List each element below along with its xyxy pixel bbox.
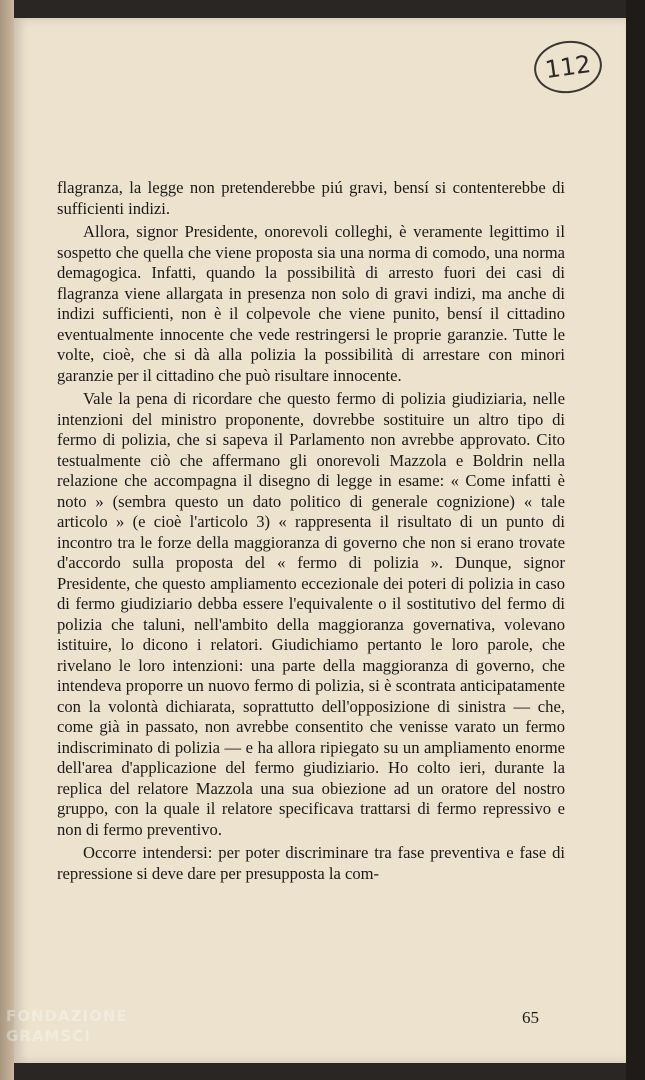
paragraph-3: Vale la pena di ricordare che questo fermo di polizia giudiziaria, nelle intenzioni del ministro proponente, dovrebbe sostituire un altro tipo di fermo di polizia, che si sapeva il Parlamento non avrebbe approvato. Cito testualmente ciò che affermano gli onorevoli Mazzola e Boldrin nella relazione che accompagna il disegno di legge in esame: « Come infatti è noto » (sembra questo un dato politico di generale cognizione) « tale articolo » (e cioè l'articolo 3) « rappresenta il risultato di un punto di incontro tra le forze della maggioranza di governo che non si erano trovate d'accordo sulla proposta del « fermo di polizia ». Dunque, signor Presidente, che questo ampliamento eccezionale dei poteri di polizia in caso di fermo giudiziario debba essere l'equivalente o il sostitutivo del fermo di polizia che taluni, nell'ambito della maggioranza governativa, volevano istituire, lo dicono i relatori. Giudichiamo pertanto le loro parole, che rivelano le loro intenzioni: una parte della maggioranza di governo, che intendeva proporre un nuovo fermo di polizia, si è scontrata anticipatamente con la volontà dichiarata, soprattutto dell'opposizione di sinistra — che, come già in passato, non avrebbe consentito che venisse varato un fermo indiscriminato di polizia — e ha allora ripiegato su un ampliamento enorme dell'area d'applicazione del fermo giudiziario. Ho colto ieri, durante la replica del relatore Mazzola una sua obiezione ad un oratore del nostro gruppo, con la quale il relatore specificava trattarsi di fermo repressivo e non di fermo preventivo. <box>57 389 565 839</box>
handwritten-page-number: 112 <box>531 37 606 98</box>
body-text <box>57 178 565 887</box>
watermark: FONDAZIONE GRAMSCI <box>6 1007 128 1045</box>
facing-page-edge <box>0 0 14 1080</box>
paragraph-2: Allora, signor Presidente, onorevoli colleghi, è veramente legittimo il sospetto che quella che viene proposta sia una norma di comodo, una norma demagogica. Infatti, quando la possibilità di arresto fuori dei casi di flagranza viene allargata in presenza non solo di gravi indizi, ma anche di indizi sufficienti, non è il colpevole che viene punito, bensí il cittadino eventualmente innocente che vede restringersi le proprie garanzie. Tutte le volte, cioè, che si dà alla polizia la possibilità di arrestare con minori garanzie per il cittadino che può risultare innocente. <box>57 222 565 385</box>
background-edge <box>626 0 645 1080</box>
book-page <box>14 18 626 1063</box>
paragraph-4: Occorre intendersi: per poter discriminare tra fase preventiva e fase di repressione si deve dare per presupposta la com- <box>57 843 565 883</box>
paragraph-1: flagranza, la legge non pretenderebbe piú gravi, bensí si contenterebbe di sufficienti indizi. <box>57 178 565 218</box>
folio-page-number: 65 <box>522 1008 539 1027</box>
